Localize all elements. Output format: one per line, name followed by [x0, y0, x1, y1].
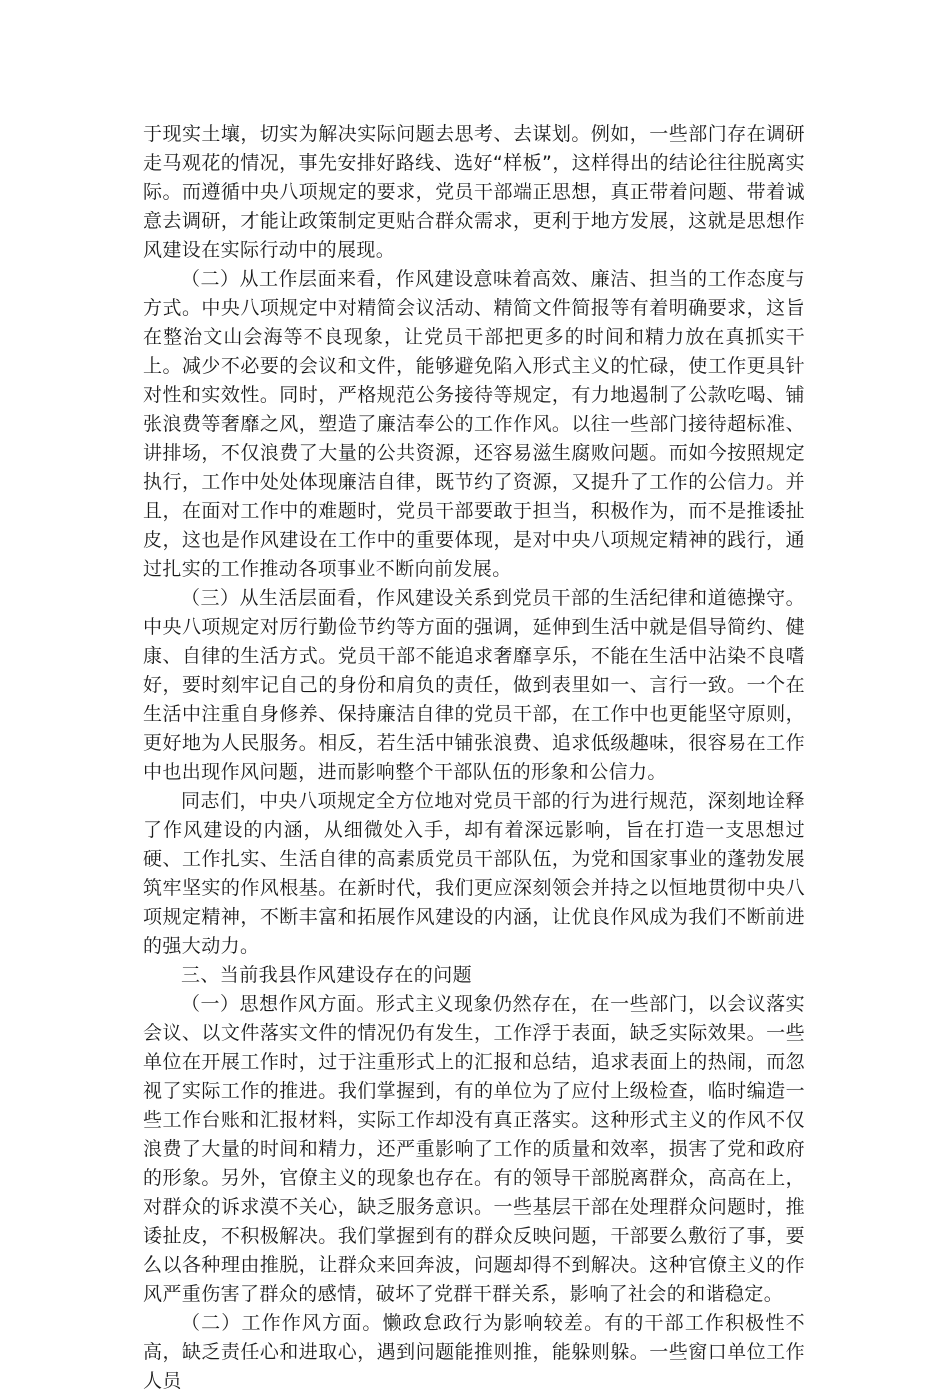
paragraph-work-style: （二）工作作风方面。懒政怠政行为影响较差。有的干部工作积极性不高，缺乏责任心和进取心，遇到问题能推则推，能躲则躲。一些窗口单位工作人员 — [143, 1312, 805, 1392]
paragraph-continuation: 于现实土壤，切实为解决实际问题去思考、去谋划。例如，一些部门存在调研走马观花的情况，事先安排好路线、选好“样板”，这样得出的结论往往脱离实际。而遵循中央八项规定的要求，党员干部端正思想，真正带着问题、带着诚意去调研，才能让政策制定更贴合群众需求，更利于地方发展，这就是思想作风建设在实际行动中的展现。 — [143, 123, 805, 261]
document-body — [143, 120, 805, 1396]
paragraph-comrades: 同志们，中央八项规定全方位地对党员干部的行为进行规范，深刻地诠释了作风建设的内涵，从细微处入手，却有着深远影响，旨在打造一支思想过硬、工作扎实、生活自律的高素质党员干部队伍，为党和国家事业的蓬勃发展筑牢坚实的作风根基。在新时代，我们更应深刻领会并持之以恒地贯彻中央八项规定精神，不断丰富和拓展作风建设的内涵，让优良作风成为我们不断前进的强大动力。 — [143, 790, 805, 957]
paragraph-thinking-style: （一）思想作风方面。形式主义现象仍然存在，在一些部门，以会议落实会议、以文件落实文件的情况仍有发生，工作浮于表面，缺乏实际效果。一些单位在开展工作时，过于注重形式上的汇报和总结，追求表面上的热闹，而忽视了实际工作的推进。我们掌握到，有的单位为了应付上级检查，临时编造一些工作台账和汇报材料，实际工作却没有真正落实。这种形式主义的作风不仅浪费了大量的时间和精力，还严重影响了工作的质量和效率，损害了党和政府的形象。另外，官僚主义的现象也存在。有的领导干部脱离群众，高高在上，对群众的诉求漠不关心，缺乏服务意识。一些基层干部在处理群众问题时，推诿扯皮，不积极解决。我们掌握到有的群众反映问题，干部要么敷衍了事，要么以各种理由推脱，让群众来回奔波，问题却得不到解决。这种官僚主义的作风严重伤害了群众的感情，破坏了党群干群关系，影响了社会的和谐稳定。 — [143, 993, 805, 1305]
paragraph-work-level: （二）从工作层面来看，作风建设意味着高效、廉洁、担当的工作态度与方式。中央八项规定中对精简会议活动、精简文件简报等有着明确要求，这旨在整治文山会海等不良现象，让党员干部把更多的时间和精力放在真抓实干上。减少不必要的会议和文件，能够避免陷入形式主义的忙碌，使工作更具针对性和实效性。同时，严格规范公务接待等规定，有力地遏制了公款吃喝、铺张浪费等奢靡之风，塑造了廉洁奉公的工作作风。以往一些部门接待超标准、讲排场，不仅浪费了大量的公共资源，还容易滋生腐败问题。而如今按照规定执行，工作中处处体现廉洁自律，既节约了资源，又提升了工作的公信力。并且，在面对工作中的难题时，党员干部要敢于担当，积极作为，而不是推诿扯皮，这也是作风建设在工作中的重要体现，是对中央八项规定精神的践行，通过扎实的工作推动各项事业不断向前发展。 — [143, 268, 805, 580]
paragraph-life-level: （三）从生活层面看，作风建设关系到党员干部的生活纪律和道德操守。中央八项规定对厉行勤俭节约等方面的强调，延伸到生活中就是倡导简约、健康、自律的生活方式。党员干部不能追求奢靡享乐，不能在生活中沾染不良嗜好，要时刻牢记自己的身份和肩负的责任，做到表里如一、言行一致。一个在生活中注重自身修养、保持廉洁自律的党员干部，在工作中也更能坚守原则，更好地为人民服务。相反，若生活中铺张浪费、追求低级趣味，很容易在工作中也出现作风问题，进而影响整个干部队伍的形象和公信力。 — [143, 587, 805, 783]
section-heading-problems: 三、当前我县作风建设存在的问题 — [181, 964, 473, 986]
